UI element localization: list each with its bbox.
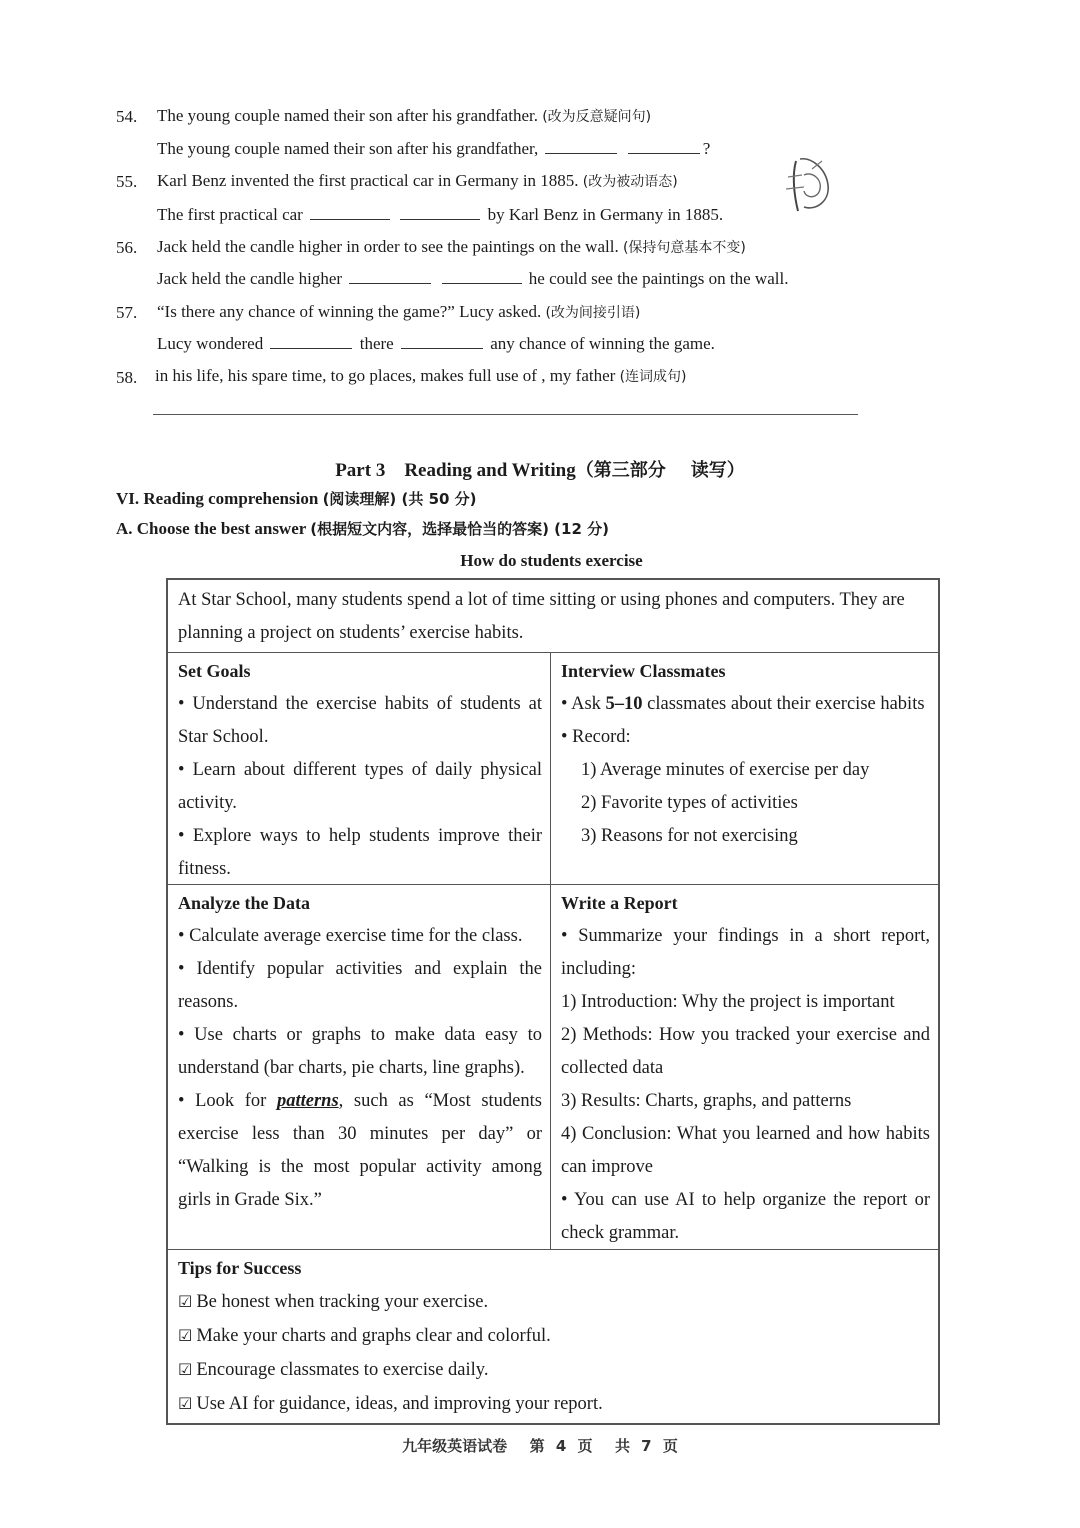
instruction: (改为间接引语) [545, 305, 641, 321]
list-item: • Explore ways to help students improve their fitness. [178, 826, 542, 879]
set-goals-cell [168, 653, 551, 884]
answer-line: The first practical car by Karl Benz in Germany in 1885. [157, 205, 724, 224]
answer-blank[interactable] [401, 334, 483, 349]
table-row [168, 885, 938, 1250]
question-prompt: Jack held the candle higher in order to see the paintings on the wall. (保持句意基本不变) [157, 237, 746, 256]
question-number: 55. [116, 172, 138, 191]
answer-line: Lucy wondered there any chance of winning the game. [157, 334, 715, 353]
list-item: • Summarize your findings in a short report, including: [561, 926, 930, 979]
pencil-doodle-icon [782, 155, 834, 215]
report-cell [551, 885, 938, 1249]
sub-item: 3) Reasons for not exercising [581, 826, 798, 846]
list-item: • Use charts or graphs to make data easy to understand (bar charts, pie charts, line graphs). [178, 1025, 542, 1078]
list-item: • Learn about different types of daily physical activity. [178, 760, 542, 813]
passage-title: How do students exercise [460, 551, 643, 570]
question-number: 57. [116, 303, 138, 322]
question-prompt: “Is there any chance of winning the game?” Lucy asked. (改为间接引语) [157, 302, 641, 321]
checkbox-checked-icon: ☑ [178, 1292, 193, 1311]
sub-item: 1) Introduction: Why the project is important [561, 992, 895, 1012]
cell-title: Set Goals [178, 661, 251, 681]
page-footer: 九年级英语试卷 第 4 页 共 7 页 [402, 1437, 678, 1455]
answer-blank[interactable] [349, 269, 431, 284]
list-item: • Understand the exercise habits of students at Star School. [178, 694, 542, 747]
answer-blank[interactable] [310, 205, 390, 220]
checkbox-checked-icon: ☑ [178, 1360, 193, 1379]
instruction: (连词成句) [619, 369, 687, 385]
question-prompt: The young couple named their son after his grandfather. (改为反意疑问句) [157, 106, 652, 125]
answer-line-blank[interactable] [153, 414, 858, 415]
answer-line: Jack held the candle higher he could see the paintings on the wall. [157, 269, 789, 288]
cell-title: Tips for Success [178, 1258, 302, 1278]
sub-item: 2) Methods: How you tracked your exercise and collected data [561, 1025, 930, 1078]
list-item: • Identify popular activities and explain the reasons. [178, 959, 542, 1012]
question-prompt: Karl Benz invented the first practical car in Germany in 1885. (改为被动语态) [157, 171, 678, 190]
tip-item: ☑ Encourage classmates to exercise daily. [178, 1360, 489, 1380]
checkbox-checked-icon: ☑ [178, 1326, 193, 1345]
table-row [168, 653, 938, 885]
tip-item: ☑ Make your charts and graphs clear and colorful. [178, 1326, 551, 1346]
tips-section [168, 1250, 938, 1423]
section-heading-a: A. Choose the best answer (根据短文内容，选择最恰当的答案) (12 分) [116, 519, 609, 538]
interview-cell [551, 653, 938, 884]
answer-blank[interactable] [400, 205, 480, 220]
cell-title: Analyze the Data [178, 893, 310, 913]
passage-intro: At Star School, many students spend a lot of time sitting or using phones and computers. They are planning a project on students’ exercise habits. [168, 580, 938, 653]
instruction: (改为反意疑问句) [542, 109, 652, 125]
answer-blank[interactable] [628, 139, 700, 154]
tip-item: ☑ Be honest when tracking your exercise. [178, 1292, 489, 1312]
tip-item: ☑ Use AI for guidance, ideas, and improving your report. [178, 1394, 603, 1414]
instruction: (保持句意基本不变) [622, 240, 746, 256]
question-number: 56. [116, 238, 138, 257]
answer-blank[interactable] [270, 334, 352, 349]
list-item: • Record: [561, 727, 631, 747]
question-prompt: in his life, his spare time, to go places, makes full use of , my father (连词成句) [155, 366, 687, 385]
answer-line: The young couple named their son after his grandfather, ? [157, 139, 711, 158]
sub-item: 3) Results: Charts, graphs, and patterns [561, 1091, 852, 1111]
list-item: • You can use AI to help organize the report or check grammar. [561, 1190, 930, 1243]
instruction: (改为被动语态) [582, 174, 678, 190]
question-number: 58. [116, 368, 138, 387]
sub-item: 1) Average minutes of exercise per day [581, 760, 870, 780]
answer-blank[interactable] [442, 269, 522, 284]
answer-blank[interactable] [545, 139, 617, 154]
section-heading-vi: VI. Reading comprehension (阅读理解) (共 50 分) [116, 489, 477, 508]
checkbox-checked-icon: ☑ [178, 1394, 193, 1413]
list-item: • Look for patterns, such as “Most students exercise less than 30 minutes per day” or “Walking is the most popular activity among girls in Grade Six.” [178, 1091, 542, 1210]
analyze-cell [168, 885, 551, 1249]
part-title: Part 3 Reading and Writing（第三部分 读写） [335, 460, 745, 481]
cell-title: Write a Report [561, 893, 678, 913]
cell-title: Interview Classmates [561, 661, 726, 681]
passage-table [166, 578, 940, 1425]
question-number: 54. [116, 107, 138, 126]
list-item: • Calculate average exercise time for the class. [178, 926, 523, 946]
sub-item: 2) Favorite types of activities [581, 793, 798, 813]
sub-item: 4) Conclusion: What you learned and how habits can improve [561, 1124, 930, 1177]
list-item: • Ask 5–10 classmates about their exercise habits [561, 694, 925, 714]
